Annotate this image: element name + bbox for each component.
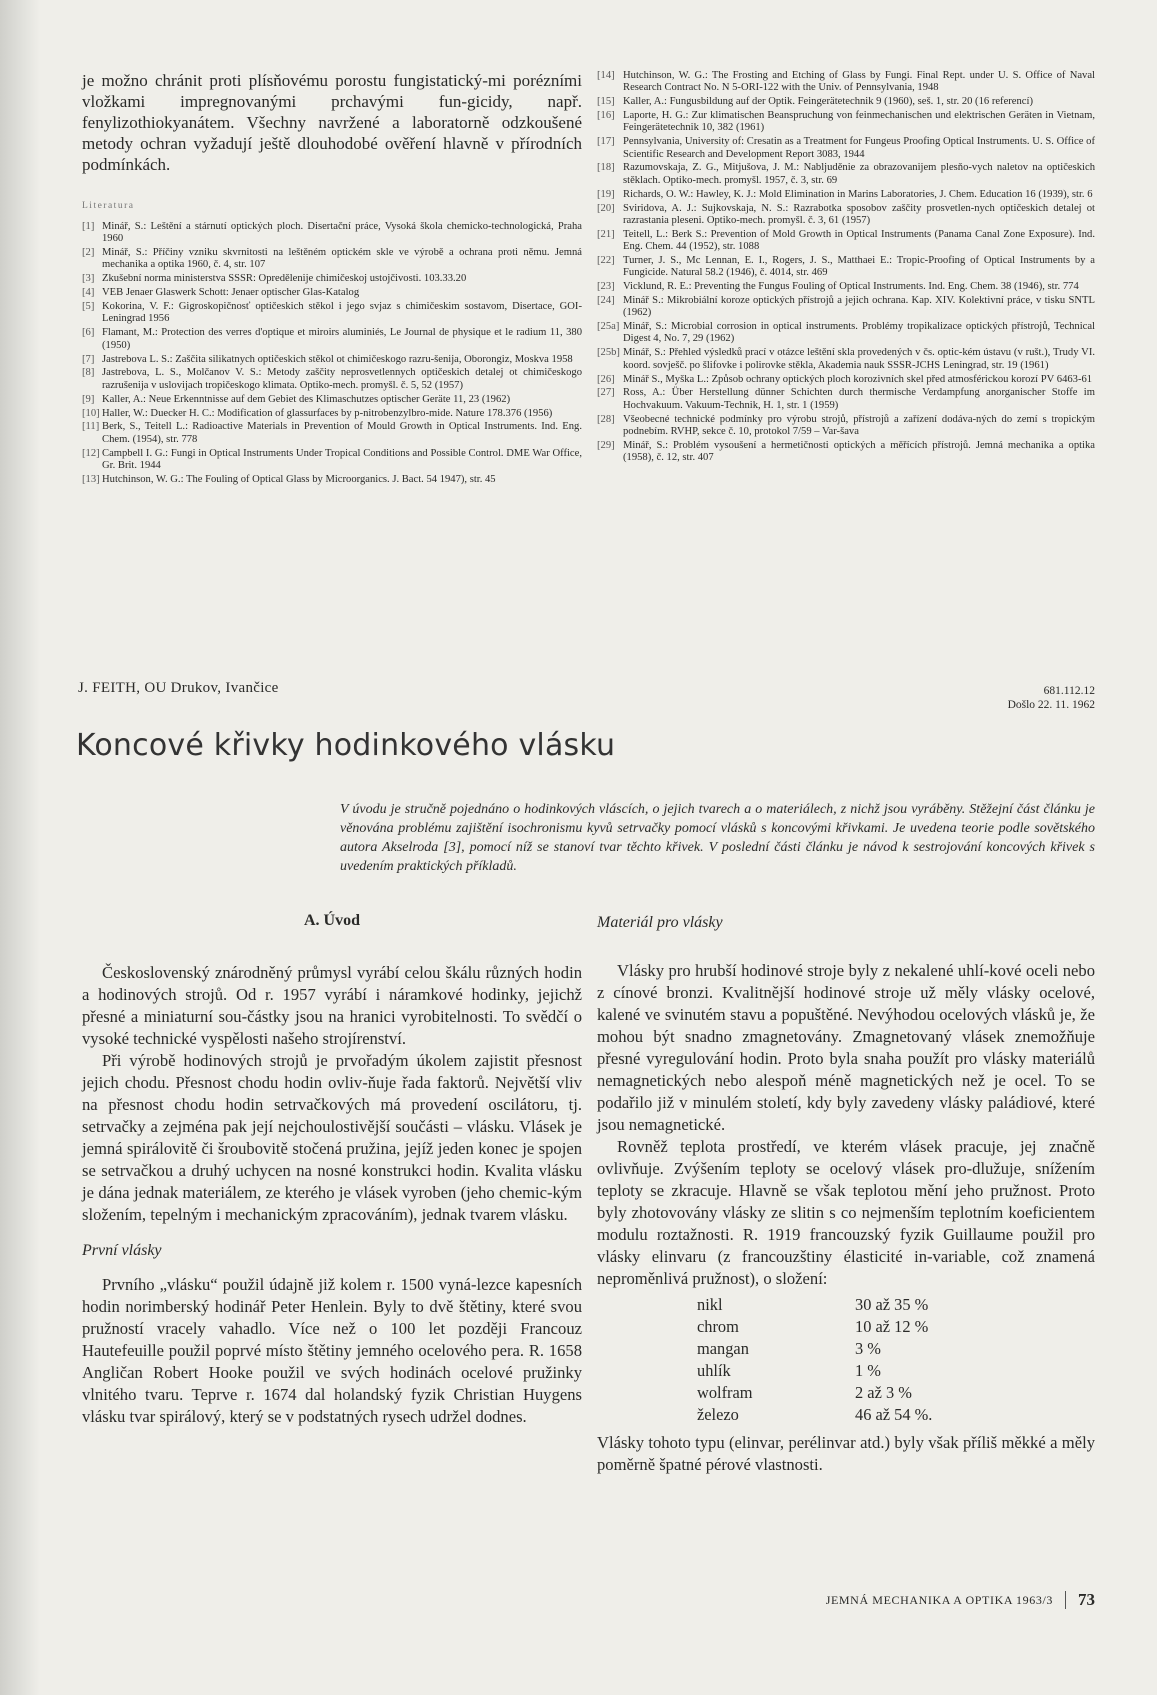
alloy-amount: 1 %: [855, 1361, 881, 1380]
reference-text: Minář, S.: Přehled výsledků prací v otázce leštění skla provedených v čs. optic-kém ústavu (v rušt.), Trudy VI. koord. sovješč. po šlifovke i polirovke stěkla, Akademia nauk SSSR-JCHS Leningrad, str. 19 (1961): [623, 347, 1095, 371]
reference-item: [82, 287, 582, 299]
reference-number: [9]: [82, 393, 95, 405]
reference-text: Berk, S., Teitell L.: Radioactive Materials in Prevention of Mould Growth in Optical Instruments. Ind. Eng. Chem. (1954), str. 778: [102, 421, 582, 445]
reference-number: [20]: [597, 202, 615, 214]
reference-item: [597, 295, 1095, 320]
subheading-material: Materiál pro vlásky: [597, 914, 723, 931]
reference-text: Ross, A.: Über Herstellung dünner Schichten durch thermische Verdampfung anorganischer Stoffe im Hochvakuum. Vakuum-Technik, H. 1, str. 1 (1959): [623, 387, 1095, 411]
reference-item: [597, 203, 1095, 228]
article-abstract: V úvodu je stručně pojednáno o hodinkových vláscích, o jejich tvarech a o materiálech, z nichž jsou vyráběny. Stěžejní část článku je věnována problému zajištění isochronismu kyvů setrvačky pomocí vlásků s koncovými křivkami. Je uvedena teorie podle sovětského autora Akselroda [3], pomocí níž se stanoví tvar těchto křivek. V poslední části článku je návod k sestrojování koncových křivek s uvedením praktických příkladů.: [340, 802, 1095, 874]
reference-number: [21]: [597, 228, 615, 240]
reference-text: VEB Jenaer Glaswerk Schott: Jenaer optischer Glas-Katalog: [102, 287, 360, 299]
reference-item: [597, 162, 1095, 187]
alloy-element: wolfram: [697, 1383, 753, 1402]
alloy-row: [697, 1382, 932, 1404]
reference-text: Jastrebova L. S.: Zaščita silikatnych optičeskich stěkol ot chimičeskogo razru-šenija, Oborongiz, Moskva 1958: [102, 353, 573, 365]
reference-item: [82, 247, 582, 272]
reference-item: [597, 414, 1095, 439]
article-meta: [1008, 684, 1095, 712]
reference-text: Kaller, A.: Fungusbildung auf der Optik. Feingerätetechnik 9 (1960), seš. 1, str. 20 (16 referencí): [623, 96, 1033, 108]
body-paragraph: Československý znárodněný průmysl vyrábí celou škálu různých hodin a hodinových strojů. Od r. 1957 vyrábí i náramkové hodinky, jejichž přesné a miniaturní sou-částky jsou na hranici vyrobitelnosti. To svědčí o vysoké technické vyspělosti našeho strojírenství.: [82, 963, 582, 1048]
reference-number: [11]: [82, 421, 100, 433]
alloy-row: [697, 1338, 932, 1360]
page-footer: [826, 1590, 1095, 1610]
reference-item: [82, 408, 582, 420]
reference-number: [22]: [597, 254, 615, 266]
reference-number: [15]: [597, 96, 615, 108]
reference-text: Minář, S.: Problém vysoušení a hermetičnosti optických a měřících přístrojů. Jemná mechanika a optika (1958), č. 12, str. 407: [623, 439, 1095, 464]
alloy-element: nikl: [697, 1295, 723, 1314]
reference-number: [2]: [82, 247, 95, 259]
reference-text: Pennsylvania, University of: Cresatin as a Treatment for Fungeus Proofing Optical Instruments. U. S. Office of Scientific Research and Development Report 3083, 1944: [623, 136, 1095, 160]
reference-text: Hutchinson, W. G.: The Fouling of Optical Glass by Microorganics. J. Bact. 54 1947), str. 45: [102, 473, 496, 485]
reference-text: Turner, J. S., Mc Lennan, E. I., Rogers, J. S., Matthaei E.: Tropic-Proofing of Optical Instruments by a Fungicide. Natural 58.2 (1946), č. 4014, str. 469: [623, 254, 1095, 279]
reference-number: [19]: [597, 188, 615, 200]
reference-text: Laporte, H. G.: Zur klimatischen Beanspruchung von feinmechanischen und elektrischen Geräten in Vietnam, Feingerätetechnik 10, 382 (1961): [623, 110, 1095, 134]
body-paragraph: Při výrobě hodinových strojů je prvořadým úkolem zajistit přesnost jejich chodu. Přesnost chodu hodin ovliv-ňuje řada faktorů. Největší vliv na přesnost chodu hodin setrvačkových má provedení oscilátoru, tj. setrvačky a zejména pak její nejchoulostivější součásti – vlásku. Vlásek je jemná spirálovitě či šroubovitě stočená pružina, jejíž jeden konec je spojen se setrvačkou a druhý uchycen na nosné konstrukci hodin. Kvalita vlásku je dána jednak materiálem, ze kterého je vlásek vyroben (jeho chemic-kým složením, tepelným i mechanickým zpracováním), jednak tvarem vlásku.: [82, 1051, 582, 1224]
literature-heading: Literatura: [82, 201, 135, 211]
reference-text: Flamant, M.: Protection des verres d'optique et miroirs aluminiés, Le Journal de physique et le radium 11, 380 (1950): [102, 327, 582, 351]
reference-number: [17]: [597, 136, 615, 148]
reference-item: [82, 421, 582, 446]
reference-number: [7]: [82, 353, 95, 365]
reference-item: [82, 301, 582, 326]
left-top-column: [82, 70, 582, 488]
article-title: Koncové křivky hodinkového vlásku: [76, 728, 616, 763]
references-right: [597, 70, 1095, 464]
reference-number: [24]: [597, 294, 615, 306]
reference-text: Minář, S.: Leštění a stárnutí optických ploch. Disertační práce, Vysoká škola chemicko-technologická, Praha 1960: [102, 221, 582, 245]
reference-item: [82, 448, 582, 473]
reference-item: [597, 136, 1095, 161]
alloy-amount: 30 až 35 %: [855, 1295, 929, 1314]
reference-number: [23]: [597, 281, 615, 293]
reference-text: Kokorina, V. F.: Gigroskopičnosť optičeskich stěkol i jego svjaz s chimičeskim sostavom, Disertace, GOI-Leningrad 1956: [102, 301, 582, 325]
reference-item: [597, 321, 1095, 346]
reference-number: [10]: [82, 407, 100, 419]
intro-paragraph: je možno chránit proti plísňovému porostu fungistatický-mi porézními vložkami impregnovanými prchavými fun-gicidy, např. fenylizothiokyanátem. Všechny navržené a laboratorně odzkoušené metody ochran vyžadují ještě dlouhodobé ověření hlavně v přírodních podmínkách.: [82, 71, 582, 174]
page-number: 73: [1078, 1590, 1095, 1609]
alloy-element: uhlík: [697, 1361, 731, 1380]
reference-number: [14]: [597, 70, 615, 81]
alloy-amount: 3 %: [855, 1339, 881, 1358]
alloy-row: [697, 1294, 932, 1316]
reference-number: [12]: [82, 447, 100, 459]
intro-block: [82, 70, 582, 175]
reference-number: [1]: [82, 221, 95, 232]
alloy-element: chrom: [697, 1317, 739, 1336]
reference-item: [82, 367, 582, 392]
reference-text: Minář S.: Mikrobiální koroze optických přístrojů a jejich ochrana. Kap. XIV. Kolektivní práce, v tisku SNTL (1962): [623, 294, 1095, 319]
alloy-amount: 10 až 12 %: [855, 1317, 929, 1336]
reference-number: [28]: [597, 413, 615, 425]
alloy-element: železo: [697, 1405, 739, 1424]
reference-number: [29]: [597, 439, 615, 451]
body-paragraph: Prvního „vlásku“ použil údajně již kolem r. 1500 vyná-lezce kapesních hodin norimberský hodinář Peter Henlein. Byly to dvě štětiny, které svou pružností vracely vahadlo. Více než o 100 let později Francouz Hautefeuille použil poprvé místo štětiny jemného ocelového pera. R. 1658 Angličan Robert Hooke použil ve svých hodinách ocelové pružinky vlnitého tvaru. Teprve r. 1674 dal holandský fyzik Christian Huygens vlásku tvar spirálový, který se v podstatných rysech udržel dodnes.: [82, 1275, 582, 1426]
reference-text: Hutchinson, W. G.: The Frosting and Etching of Glass by Fungi. Final Rept. under U. S. Office of Naval Research Contract No. N 5-ORI-122 with the Univ. of Pennsylvania, 1948: [623, 70, 1095, 94]
body-paragraph: Vlásky tohoto typu (elinvar, perélinvar atd.) byly však příliš měkké a měly poměrně špatné pérové vlastnosti.: [597, 1433, 1095, 1474]
reference-item: [597, 110, 1095, 135]
reference-item: [597, 440, 1095, 465]
alloy-composition-table: [697, 1294, 932, 1426]
reference-item: [597, 189, 1095, 201]
reference-text: Razumovskaja, Z. G., Mitjušova, J. M.: Nabljuděnie za obrazovanijem plesňo-vych naletov na optičeskich stěklach. Optiko-mech. promyšl. 1957, č. 3, str. 69: [623, 162, 1095, 186]
reference-text: Campbell I. G.: Fungi in Optical Instruments Under Tropical Conditions and Possible Control. DME War Office, Gr. Brit. 1944: [102, 447, 582, 471]
reference-number: [18]: [597, 162, 615, 174]
reference-text: Jastrebova, L. S., Molčanov V. S.: Metody zaščity neprosvetlennych optičeskich detalej ot chimičeskogo razrušenija v uslovijach tropičeskogo klimata. Optiko-mech. promyšl. č. 5, 52 (1957): [102, 367, 582, 391]
footer-divider: [1065, 1591, 1066, 1609]
reference-text: Haller, W.: Duecker H. C.: Modification of glassurfaces by p-nitrobenzylbro-mide. Nature 178.376 (1956): [102, 407, 553, 419]
article-author: J. FEITH, OU Drukov, Ivančice: [78, 680, 279, 696]
reference-item: [597, 255, 1095, 280]
received-date: Došlo 22. 11. 1962: [1007, 699, 1095, 711]
reference-number: [4]: [82, 287, 95, 299]
reference-number: [8]: [82, 367, 95, 379]
reference-text: Minář S., Myška L.: Způsob ochrany optických ploch korozivních skel před atmosférickou korozí PV 6463-61: [623, 373, 1093, 385]
alloy-row: [697, 1404, 932, 1426]
udc-code: 681.112.12: [1043, 685, 1095, 697]
alloy-row: [697, 1316, 932, 1338]
reference-item: [597, 229, 1095, 254]
section-heading: A. Úvod: [303, 912, 360, 929]
reference-text: Sviridova, A. J.: Sujkovskaja, N. S.: Razrabotka sposobov zaščity prosvetlen-nych optičeskich detalej ot razrastania pleseni. Optiko-mech. promyšl. č. 3, 61 (1957): [623, 202, 1095, 226]
reference-text: Všeobecné technické podmínky pro výrobu strojů, přístrojů a zařízení dodáva-ných do zemí s tropickým podnebím. RVHP, sekce č. 10, protokol 7/59 – Var-šava: [623, 413, 1095, 437]
reference-item: [597, 387, 1095, 412]
reference-text: Vicklund, R. E.: Preventing the Fungus Fouling of Optical Instruments. Ind. Eng. Chem. 38 (1946), str. 774: [623, 281, 1079, 293]
reference-number: [27]: [597, 387, 615, 399]
reference-item: [82, 354, 582, 366]
reference-item: [82, 474, 582, 486]
journal-name: JEMNÁ MECHANIKA A OPTIKA 1963/3: [825, 1592, 1053, 1607]
reference-number: [5]: [82, 301, 95, 313]
reference-text: Zkušební norma ministerstva SSSR: Opredělenije chimičeskoj ustojčivosti. 103.33.20: [102, 273, 467, 285]
reference-text: Kaller, A.: Neue Erkenntnisse auf dem Gebiet des Klimaschutzes optischer Geräte 11, 23 (1962): [102, 393, 511, 405]
body-right-column: [597, 912, 1095, 1476]
reference-number: [6]: [82, 327, 95, 339]
reference-text: Minář, S.: Příčiny vzniku skvrnitosti na leštěném optickém skle ve výrobě a ochrana proti němu. Jemná mechanika a optika 1960, č. 4, str. 107: [102, 247, 582, 271]
reference-number: [3]: [82, 273, 95, 285]
body-left-column: [82, 910, 582, 1428]
reference-number: [26]: [597, 373, 615, 385]
subheading-first-hairsprings: První vlásky: [82, 1242, 162, 1259]
reference-item: [597, 96, 1095, 108]
book-gutter-shadow: [0, 0, 40, 1695]
reference-number: [16]: [597, 110, 615, 122]
reference-text: Teitell, L.: Berk S.: Prevention of Mold Growth in Optical Instruments (Panama Canal Zone Exposure). Ind. Eng. Chem. 44 (1952), str. 1088: [623, 228, 1095, 253]
reference-number: [25a]: [597, 321, 620, 333]
reference-item: [82, 273, 582, 285]
body-paragraph: Vlásky pro hrubší hodinové stroje byly z nekalené uhlí-kové oceli nebo z cínové bronzi. Kvalitnější hodinové stroje už měly vlásky ocelové, kalené ve svinutém stavu a popuštěné. Nevýhodou ocelových vlásků je, že mohou být snadno zmagnetovány. Zmagnetovaný vlásek znemožňuje přesné vyregulování hodin. Proto byla snaha použít pro vlásky materiálů nemagnetických nebo alespoň méně magnetických než je ocel. To se podařilo již v minulém století, kdy byly zavedeny vlásky paládiové, které jsou nemagnetické.: [597, 961, 1095, 1134]
reference-item: [597, 281, 1095, 293]
reference-text: Richards, O. W.: Hawley, K. J.: Mold Elimination in Marins Laboratories, J. Chem. Education 16 (1939), str. 6: [623, 188, 1093, 200]
alloy-row: [697, 1360, 932, 1382]
reference-number: [13]: [82, 473, 100, 485]
reference-item: [597, 374, 1095, 386]
reference-text: Minář, S.: Microbial corrosion in optical instruments. Problémy tropikalizace optických přístrojů, Technical Digest 4, No. 7, 29 (1962): [623, 321, 1095, 345]
reference-item: [82, 394, 582, 406]
reference-item: [597, 70, 1095, 95]
right-top-column: [597, 70, 1095, 466]
alloy-element: mangan: [697, 1339, 749, 1358]
reference-number: [25b]: [597, 347, 620, 359]
body-paragraph: Rovněž teplota prostředí, ve kterém vlásek pracuje, jej značně ovlivňuje. Zvýšením teploty se ocelový vlásek pro-dlužuje, snížením teploty se zkracuje. Hlavně se však teplotou mění jeho pružnost. Proto byly zhotovovány vlásky ze slitin s co nejmenším teplotním koeficientem modulu roztažnosti. R. 1919 francouzský fyzik Guillaume použil pro vlásky elinvaru (z francouzštiny élasticité in-variable, což znamená neproměnlivá pružnost), o složení:: [597, 1137, 1095, 1288]
reference-item: [597, 347, 1095, 372]
reference-item: [82, 327, 582, 352]
alloy-amount: 2 až 3 %: [855, 1383, 912, 1402]
references-left: [82, 221, 582, 486]
reference-item: [82, 221, 582, 246]
alloy-amount: 46 až 54 %.: [855, 1405, 933, 1424]
